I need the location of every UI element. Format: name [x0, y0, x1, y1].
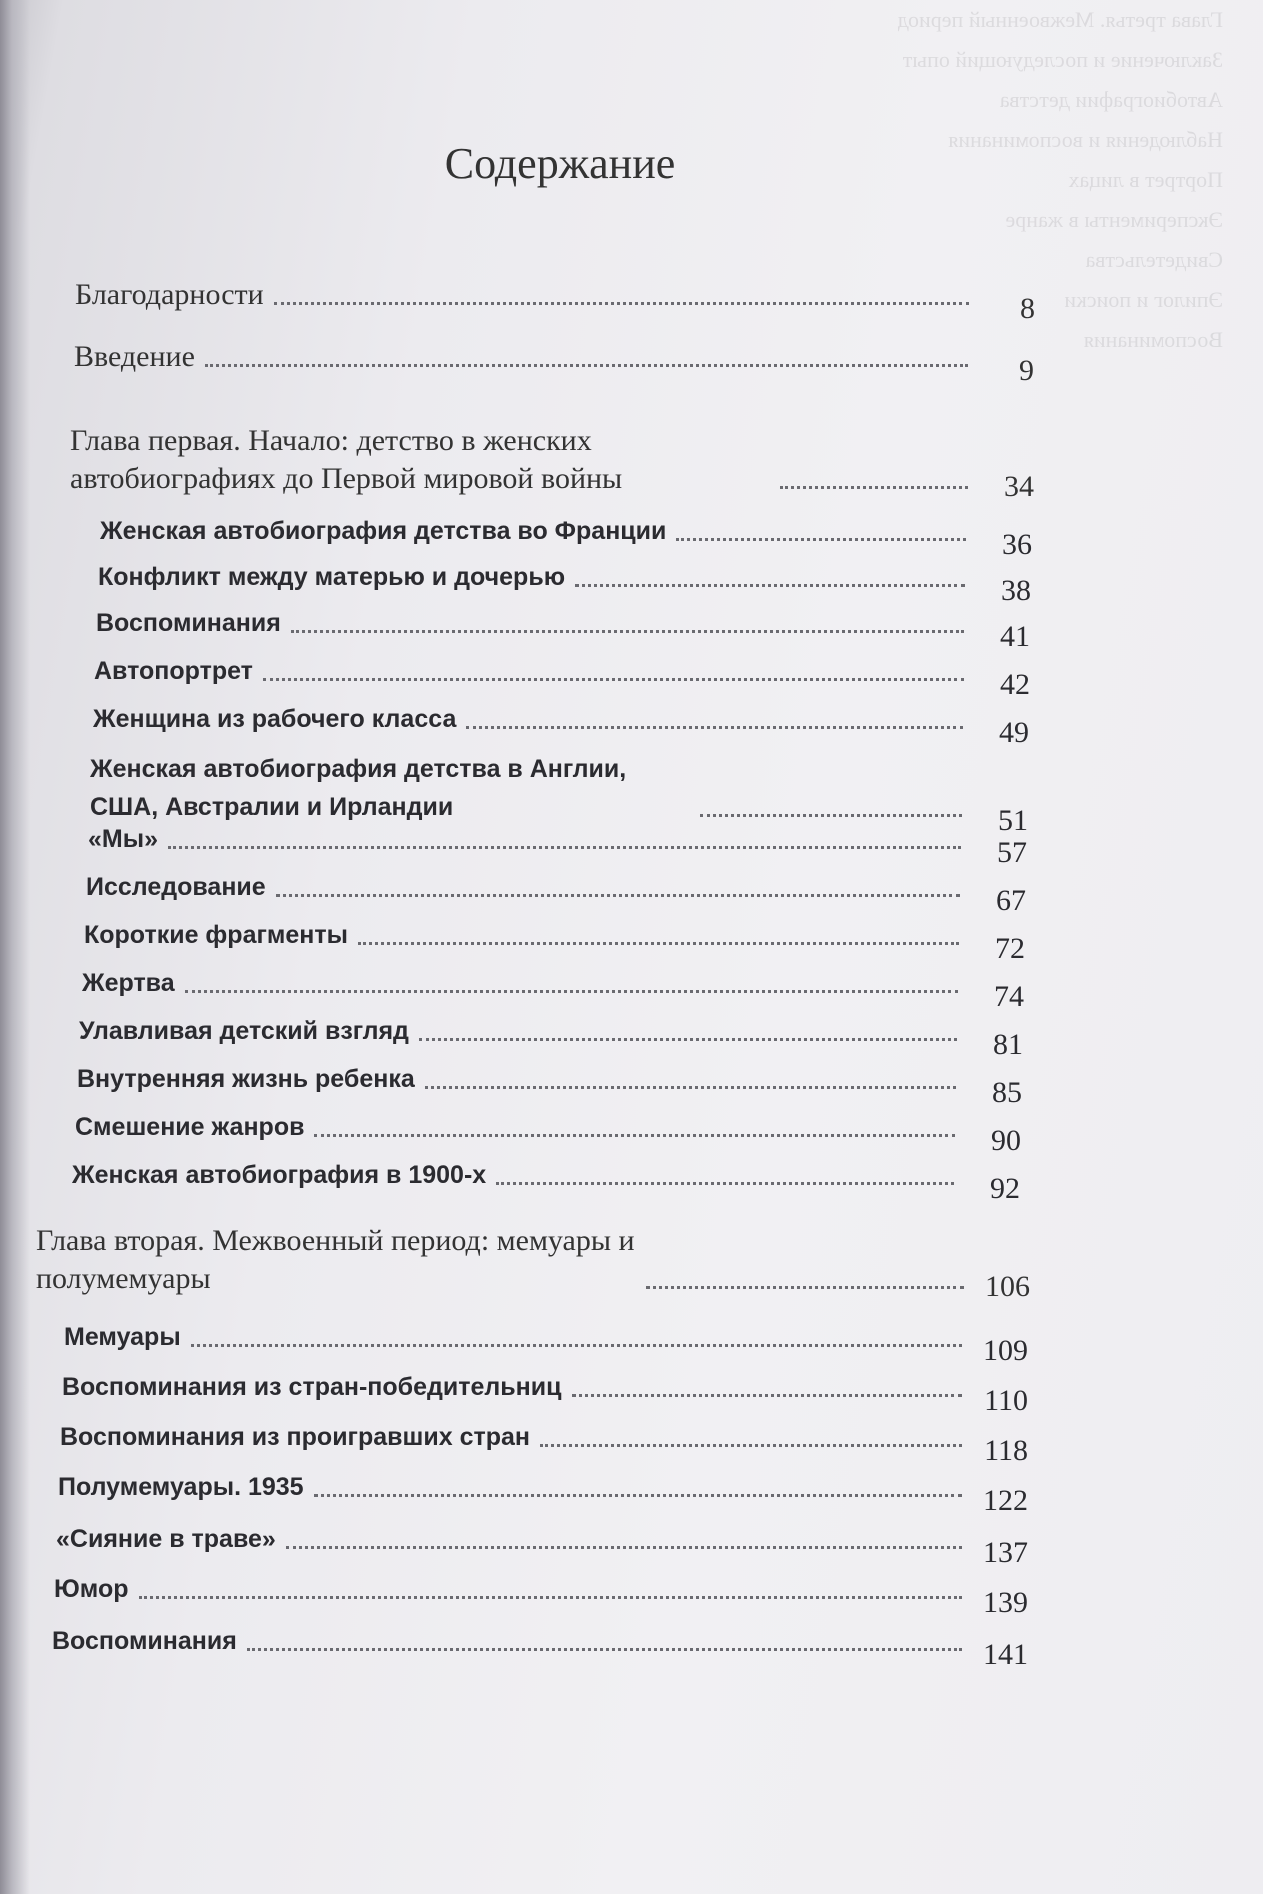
section-entry[interactable] — [86, 868, 1026, 917]
toc-entry-page: 38 — [1001, 574, 1031, 607]
toc-entry-page: 51 — [998, 804, 1028, 837]
section-entry[interactable] — [75, 1108, 1021, 1157]
toc-entry-page: 139 — [983, 1586, 1028, 1619]
section-entry[interactable] — [56, 1520, 1028, 1569]
toc-entry-page: 36 — [1002, 528, 1032, 561]
dot-leader — [540, 1443, 962, 1447]
section-entry[interactable] — [79, 1012, 1023, 1061]
section-entry[interactable] — [96, 604, 1030, 653]
dot-leader — [646, 1285, 964, 1289]
toc-entry-label: Смешение жанров — [75, 1113, 305, 1141]
toc-entry-page: 57 — [997, 836, 1027, 869]
toc-entry-page: 85 — [992, 1076, 1022, 1109]
section-entry[interactable] — [52, 1622, 1028, 1671]
toc-entry-label: «Мы» — [88, 825, 158, 853]
toc-entry-label: Женская автобиография в 1900-х — [72, 1161, 487, 1189]
dot-leader — [314, 1493, 962, 1497]
dot-leader — [139, 1595, 963, 1599]
toc-entry-page: 92 — [990, 1172, 1020, 1205]
toc-entry-label: Автопортрет — [94, 657, 253, 685]
toc-entry-label: Полумемуары. 1935 — [58, 1473, 304, 1501]
toc-entry-page: 9 — [1019, 354, 1034, 387]
dot-leader — [291, 629, 964, 633]
dot-leader — [286, 1545, 962, 1549]
show-through-text: Глава третья. Межвоенный период Заключение и последующий опыт Автобиографии детства Наблюдения и воспоминания Портрет в лицах Эксперименты в жанре Свидетельства Эпилог и поиски Воспоминания — [897, 7, 1223, 352]
chapter-entry[interactable] — [70, 422, 1034, 503]
toc-entry-page: 41 — [1000, 620, 1030, 653]
section-entry[interactable] — [54, 1570, 1028, 1619]
toc-entry-label: «Сияние в траве» — [56, 1525, 276, 1553]
section-entry[interactable] — [90, 750, 1028, 837]
dot-leader — [205, 363, 968, 367]
dot-leader — [168, 845, 961, 849]
toc-entry-label: Воспоминания из стран-победительниц — [62, 1373, 562, 1401]
toc-entry-label: Глава первая. Начало: детство в женских автобиографиях до Первой мировой войны — [70, 424, 623, 495]
toc-entry-page: 122 — [983, 1484, 1028, 1517]
dot-leader — [496, 1181, 954, 1185]
section-entry[interactable] — [82, 964, 1024, 1013]
toc-entry-label: Воспоминания — [96, 609, 281, 637]
toc-entry-page: 90 — [991, 1124, 1021, 1157]
toc-entry-page: 34 — [1004, 470, 1034, 503]
toc-entry-label: Конфликт между матерью и дочерью — [98, 563, 566, 591]
section-entry[interactable] — [93, 700, 1029, 749]
toc-entry-label: Жертва — [82, 969, 175, 997]
section-entry[interactable] — [98, 558, 1031, 607]
dot-leader — [274, 301, 969, 305]
toc-entry-page: 110 — [984, 1384, 1028, 1417]
toc-entry-label: Улавливая детский взгляд — [79, 1017, 409, 1045]
toc-entry-page: 67 — [996, 884, 1026, 917]
toc-entry-page: 109 — [983, 1334, 1028, 1367]
toc-entry-page: 81 — [993, 1028, 1023, 1061]
page-title: Содержание — [444, 139, 676, 188]
toc-entry-page: 106 — [985, 1270, 1030, 1303]
toc-entry-label: Мемуары — [64, 1323, 181, 1351]
dot-leader — [780, 485, 968, 489]
toc-entry-label: Воспоминания — [52, 1627, 237, 1655]
toc-entry-label: Воспоминания из проигравших стран — [60, 1423, 530, 1451]
section-entry[interactable] — [94, 652, 1030, 701]
toc-entry-label: Введение — [74, 340, 195, 373]
dot-leader — [263, 677, 964, 681]
chapter-entry[interactable] — [36, 1222, 1030, 1303]
dot-leader — [575, 583, 965, 587]
dot-leader — [247, 1647, 962, 1651]
toc-entry[interactable] — [75, 276, 1035, 325]
section-entry[interactable] — [72, 1156, 1020, 1205]
toc-entry-page: 118 — [984, 1434, 1028, 1467]
dot-leader — [466, 725, 963, 729]
dot-leader — [358, 941, 959, 945]
toc-entry-page: 72 — [995, 932, 1025, 965]
dot-leader — [185, 989, 958, 993]
section-entry[interactable] — [100, 512, 1032, 561]
toc-entry-label: Внутренняя жизнь ребенка — [77, 1065, 415, 1093]
toc-entry[interactable] — [74, 338, 1034, 387]
toc-entry-page: 49 — [999, 716, 1029, 749]
dot-leader — [700, 813, 962, 817]
section-entry[interactable] — [64, 1318, 1028, 1367]
section-entry[interactable] — [77, 1060, 1022, 1109]
section-entry[interactable] — [58, 1468, 1028, 1517]
toc-entry-label: Женская автобиография детства во Франции — [100, 517, 667, 545]
toc-entry-page: 74 — [994, 980, 1024, 1013]
dot-leader — [276, 893, 960, 897]
dot-leader — [191, 1343, 962, 1347]
dot-leader — [676, 537, 966, 541]
toc-entry-page: 42 — [1000, 668, 1030, 701]
section-entry[interactable] — [62, 1368, 1028, 1417]
toc-entry-page: 137 — [983, 1536, 1028, 1569]
section-entry[interactable] — [88, 820, 1027, 869]
dot-leader — [419, 1037, 957, 1041]
toc-entry-label: Юмор — [54, 1575, 129, 1603]
section-entry[interactable] — [84, 916, 1025, 965]
section-entry[interactable] — [60, 1418, 1028, 1467]
dot-leader — [314, 1133, 955, 1137]
toc-entry-label: Женская автобиография детства в Англии, США, Австралии и Ирландии — [90, 755, 627, 821]
toc-entry-label: Благодарности — [75, 278, 264, 311]
toc-entry-page: 8 — [1020, 292, 1035, 325]
toc-entry-label: Исследование — [86, 873, 266, 901]
dot-leader — [572, 1393, 963, 1397]
page-gutter-shadow — [0, 0, 30, 1894]
toc-entry-label: Глава вторая. Межвоенный период: мемуары и полумемуары — [36, 1224, 635, 1295]
toc-entry-label: Женщина из рабочего класса — [93, 705, 457, 733]
toc-entry-page: 141 — [983, 1638, 1028, 1671]
toc-entry-label: Короткие фрагменты — [84, 921, 348, 949]
dot-leader — [425, 1085, 956, 1089]
